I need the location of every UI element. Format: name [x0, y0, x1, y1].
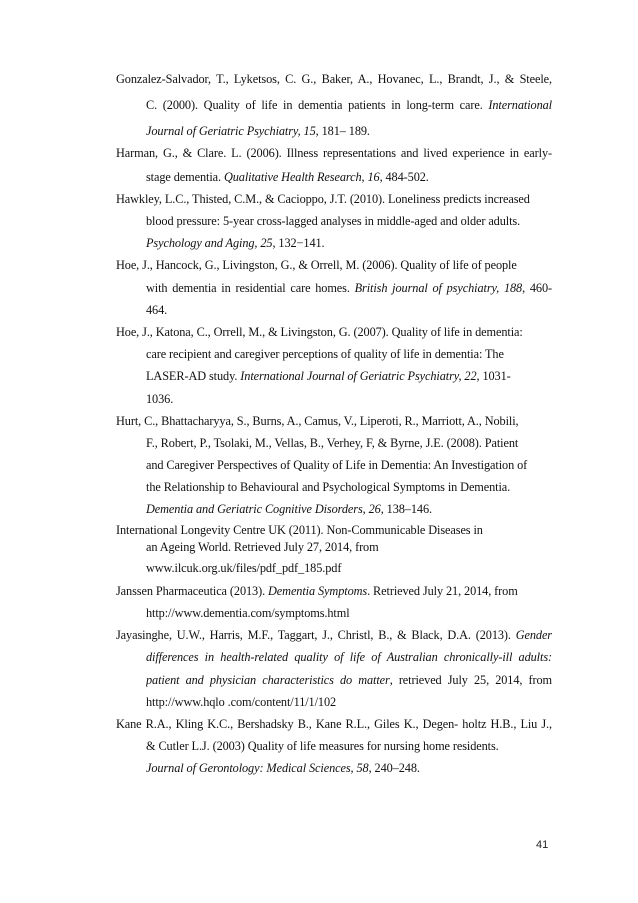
ref-harman-line-2: stage dementia. Qualitative Health Research, 16, 484-502.: [146, 170, 429, 184]
ref-hoe2007-line-4: 1036.: [146, 392, 174, 406]
ref-hoe2006-line-1: Hoe, J., Hancock, G., Livingston, G., & Orrell, M. (2006). Quality of life of people: [116, 258, 517, 272]
ref-kane-line-2: & Cutler L.J. (2003) Quality of life measures for nursing home residents.: [146, 739, 499, 753]
ref-kane-line-1: Kane R.A., Kling K.C., Bershadsky B., Kane R.L., Giles K., Degen- holtz H.B., Liu J.,: [116, 717, 552, 731]
ref-hurt-line-5: Dementia and Geriatric Cognitive Disorders, 26, 138–146.: [146, 502, 432, 516]
ref-janssen-line-2: http://www.dementia.com/symptoms.html: [146, 606, 350, 620]
ref-hurt-line-3: and Caregiver Perspectives of Quality of Life in Dementia: An Investigation of: [146, 458, 528, 472]
ref-ilc-line-1: International Longevity Centre UK (2011). Non-Communicable Diseases in: [116, 523, 483, 537]
ref-kane-line-3: Journal of Gerontology: Medical Sciences, 58, 240–248.: [146, 761, 420, 775]
ref-gonzalez-line-3: Journal of Geriatric Psychiatry, 15, 181– 189.: [146, 124, 370, 138]
ref-hoe2006-line-3: 464.: [146, 303, 168, 317]
ref-ilc-line-3: www.ilcuk.org.uk/files/pdf_pdf_185.pdf: [146, 561, 342, 575]
ref-ilc-line-2: an Ageing World. Retrieved July 27, 2014, from: [146, 540, 379, 554]
ref-jayasinghe-line-2: differences in health-related quality of life of Australian chronically-ill adults:: [146, 650, 552, 664]
ref-jayasinghe-line-1: Jayasinghe, U.W., Harris, M.F., Taggart, J., Christl, B., & Black, D.A. (2013). Gender: [116, 628, 552, 642]
ref-janssen-line-1: Janssen Pharmaceutica (2013). Dementia Symptoms. Retrieved July 21, 2014, from: [116, 584, 518, 598]
ref-hoe2006-line-2: with dementia in residential care homes. British journal of psychiatry, 188, 460-: [146, 281, 552, 295]
ref-hawkley-line-3: Psychology and Aging, 25, 132−141.: [146, 236, 325, 250]
ref-hurt-line-1: Hurt, C., Bhattacharyya, S., Burns, A., Camus, V., Liperoti, R., Marriott, A., Nobili,: [116, 414, 519, 428]
ref-hoe2007-line-2: care recipient and caregiver perceptions of quality of life in dementia: The: [146, 347, 504, 361]
page-number: 41: [536, 839, 549, 851]
ref-jayasinghe-line-4: http://www.hqlo .com/content/11/1/102: [146, 695, 337, 709]
ref-hoe2007-line-1: Hoe, J., Katona, C., Orrell, M., & Livingston, G. (2007). Quality of life in dementia:: [116, 325, 523, 339]
ref-jayasinghe-line-3: patient and physician characteristics do matter, retrieved July 25, 2014, from: [146, 673, 552, 687]
ref-harman-line-1: Harman, G., & Clare. L. (2006). Illness representations and lived experience in early-: [116, 146, 552, 160]
ref-hurt-line-2: F., Robert, P., Tsolaki, M., Vellas, B., Verhey, F, & Byrne, J.E. (2008). Patient: [146, 436, 519, 450]
ref-hawkley-line-1: Hawkley, L.C., Thisted, C.M., & Cacioppo, J.T. (2010). Loneliness predicts increased: [116, 192, 530, 206]
ref-hurt-line-4: the Relationship to Behavioural and Psychological Symptoms in Dementia.: [146, 480, 511, 494]
ref-hawkley-line-2: blood pressure: 5-year cross-lagged analyses in middle-aged and older adults.: [146, 214, 521, 228]
ref-hoe2007-line-3: LASER-AD study. International Journal of Geriatric Psychiatry, 22, 1031-: [146, 369, 511, 383]
ref-gonzalez-line-1: Gonzalez-Salvador, T., Lyketsos, C. G., Baker, A., Hovanec, L., Brandt, J., & Steele,: [116, 72, 552, 86]
ref-gonzalez-line-2: C. (2000). Quality of life in dementia patients in long-term care. International: [146, 98, 552, 112]
